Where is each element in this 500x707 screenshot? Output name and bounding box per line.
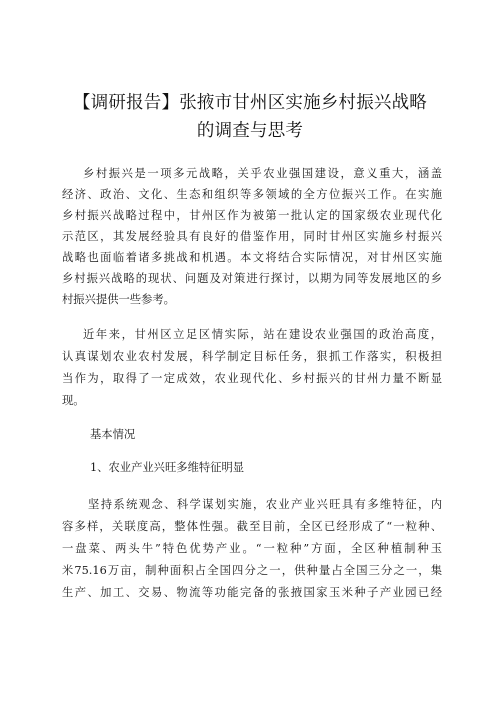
paragraph-2-line: 近年来，甘州区立足区情实际，站在建设农业强国的政治高度，	[83, 328, 442, 341]
paragraph-2-line: 认真谋划农业农村发展，科学制定目标任务，狠抓工作落实，积极担	[62, 350, 442, 363]
paragraph-1-line: 乡村振兴是一项多元战略，关乎农业强国建设，意义重大，涵盖	[83, 167, 442, 180]
paragraph-1-line: 乡村振兴战略过程中，甘州区作为被第一批认定的国家级农业现代化	[62, 209, 442, 222]
paragraph-2-line: 当作为，取得了一定成效，农业现代化、乡村振兴的甘州力量不断显	[62, 372, 442, 385]
section-heading-1: 1、农业产业兴旺多维特征明显	[90, 461, 245, 474]
paragraph-1-line: 乡村振兴战略的现状、问题及对策进行探讨，以期为同等发展地区的乡	[62, 272, 442, 285]
paragraph-3-line: 生产、加工、交易、物流等功能完备的张掖国家玉米种子产业园已经	[62, 586, 442, 599]
document-title-line-2: 的调查与思考	[196, 121, 304, 141]
paragraph-3-line: 容多样，关联度高，整体性强。截至目前，全区已经形成了“一粒种、	[62, 520, 442, 533]
paragraph-3-line: 坚持系统观念、科学谋划实施，农业产业兴旺具有多维特征，内	[88, 498, 442, 511]
paragraph-3-line: 一盘菜、两头牛”特色优势产业。“一粒种”方面，全区种植制种玉	[62, 542, 442, 555]
paragraph-3-line: 米75.16万亩，制种面积占全国四分之一，供种量占全国三分之一，集	[62, 564, 442, 577]
document-title-line-1: 【调研报告】张掖市甘州区实施乡村振兴战略	[73, 93, 427, 113]
paragraph-2-line: 现。	[62, 394, 85, 407]
paragraph-1-line: 战略也面临着诸多挑战和机遇。本文将结合实际情况，对甘州区实施	[62, 251, 442, 264]
paragraph-1-line: 示范区，其发展经验具有良好的借鉴作用，同时甘州区实施乡村振兴	[62, 230, 442, 243]
section-heading-basic: 基本情况	[90, 428, 136, 441]
paragraph-1-line: 经济、政治、文化、生态和组织等多领域的全方位振兴工作。在实施	[62, 188, 442, 201]
paragraph-1-line: 村振兴提供一些参考。	[62, 293, 175, 306]
